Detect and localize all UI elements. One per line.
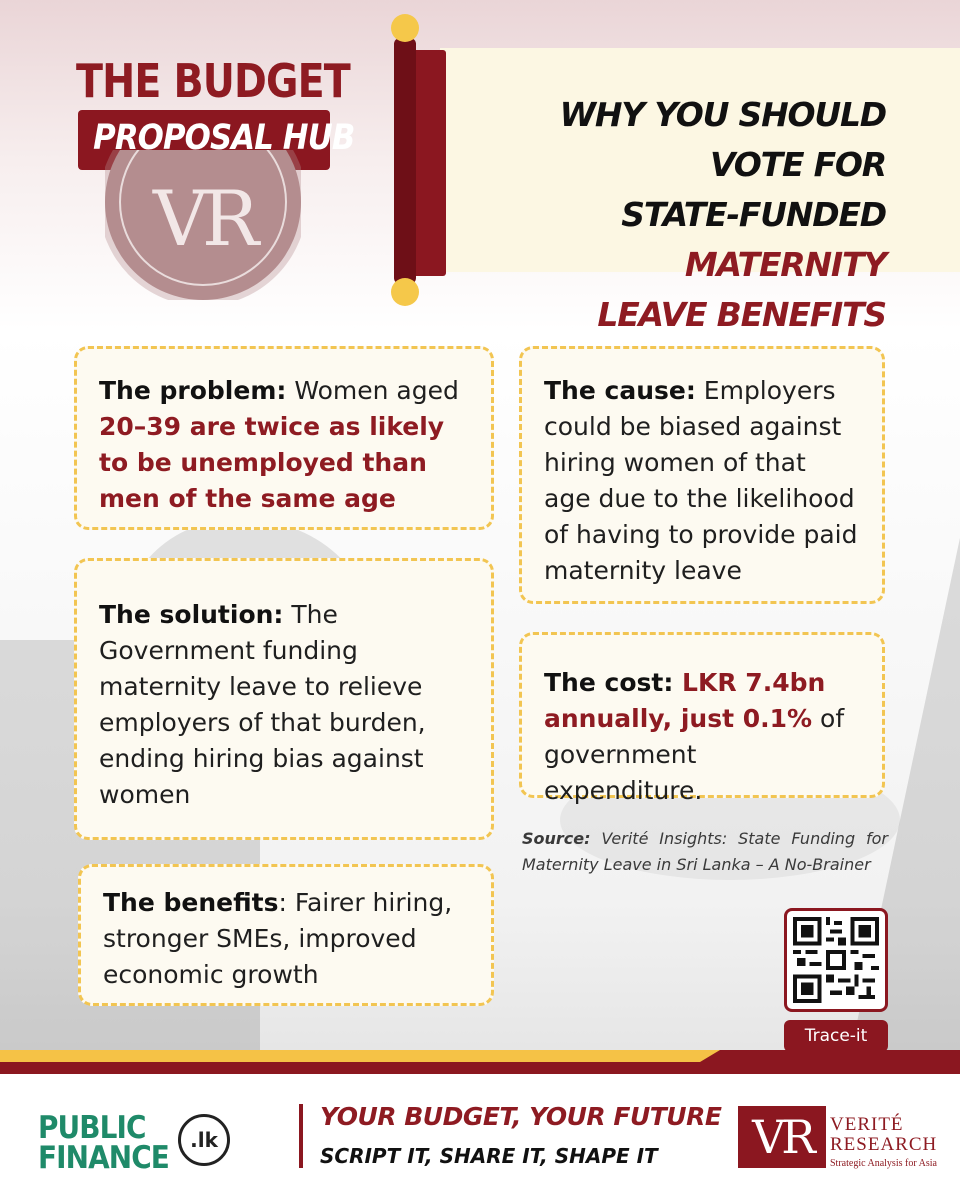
source-citation: [522, 826, 888, 878]
headline-highlight: LEAVE BENEFITS: [597, 295, 886, 334]
verite-name-line2: RESEARCH: [830, 1134, 938, 1155]
headline-line1: WHY YOU SHOULD VOTE FOR: [559, 95, 886, 184]
card-lead: The benefits: [103, 888, 279, 917]
verite-name-line1: VERITÉ: [830, 1114, 904, 1135]
headline-highlight: MATERNITY: [684, 245, 886, 284]
card-text: The Government funding maternity leave to relieve employers of that burden, ending hiring bias against women: [99, 600, 426, 809]
scroll-ribbon: [412, 50, 446, 276]
scroll-knob-icon: [391, 278, 419, 306]
trace-it-label[interactable]: Trace-it: [784, 1020, 888, 1052]
card-emphasis: 20–39 are twice as likely to be unemployed than men of the same age: [99, 412, 445, 513]
footer: [0, 1074, 960, 1200]
footer-stripe-red: [700, 1050, 960, 1062]
cost-card: [519, 632, 885, 805]
headline: [470, 90, 886, 340]
card-text: Employers could be biased against hiring women of that age due to the likelihood of having to provide paid maternity leave: [544, 376, 858, 585]
source-label: Source:: [522, 829, 591, 848]
title-line2: PROPOSAL HUB: [93, 118, 355, 158]
verite-research-logo-icon: VR: [738, 1106, 826, 1168]
solution-card: [74, 558, 494, 840]
title-line1: THE BUDGET: [76, 54, 350, 108]
publicfinance-logo-line1: PUBLIC: [38, 1110, 146, 1146]
card-text: Women aged: [286, 376, 459, 405]
headline-line2: STATE-FUNDED: [621, 195, 886, 234]
scroll-rod: [394, 38, 416, 284]
card-text: of government expenditure.: [544, 704, 845, 805]
card-lead: The cost:: [544, 668, 674, 697]
card-lead: The problem:: [99, 376, 287, 405]
publicfinance-lk-badge-icon: .lk: [178, 1114, 230, 1166]
cause-card: [519, 346, 885, 604]
publicfinance-logo-line2: FINANCE: [38, 1140, 169, 1176]
vr-seal-icon: VR: [105, 150, 301, 300]
card-lead: The solution:: [99, 600, 284, 629]
verite-subtitle: Strategic Analysis for Asia: [830, 1158, 937, 1169]
tagline-primary: YOUR BUDGET, YOUR FUTURE: [320, 1102, 722, 1131]
qr-code-icon[interactable]: [784, 908, 888, 1012]
footer-stripe-red: [0, 1062, 960, 1074]
footer-divider: [299, 1104, 303, 1168]
benefits-card: [78, 864, 494, 1006]
problem-card: [74, 346, 494, 530]
tagline-secondary: SCRIPT IT, SHARE IT, SHAPE IT: [320, 1144, 658, 1168]
source-text: Verité Insights: State Funding for Maternity Leave in Sri Lanka – A No-Brainer: [522, 829, 888, 874]
card-text: : Fairer hiring, stronger SMEs, improved economic growth: [103, 888, 453, 989]
card-emphasis: LKR 7.4bn annually, just 0.1%: [544, 668, 826, 733]
scroll-knob-icon: [391, 14, 419, 42]
card-lead: The cause:: [544, 376, 696, 405]
